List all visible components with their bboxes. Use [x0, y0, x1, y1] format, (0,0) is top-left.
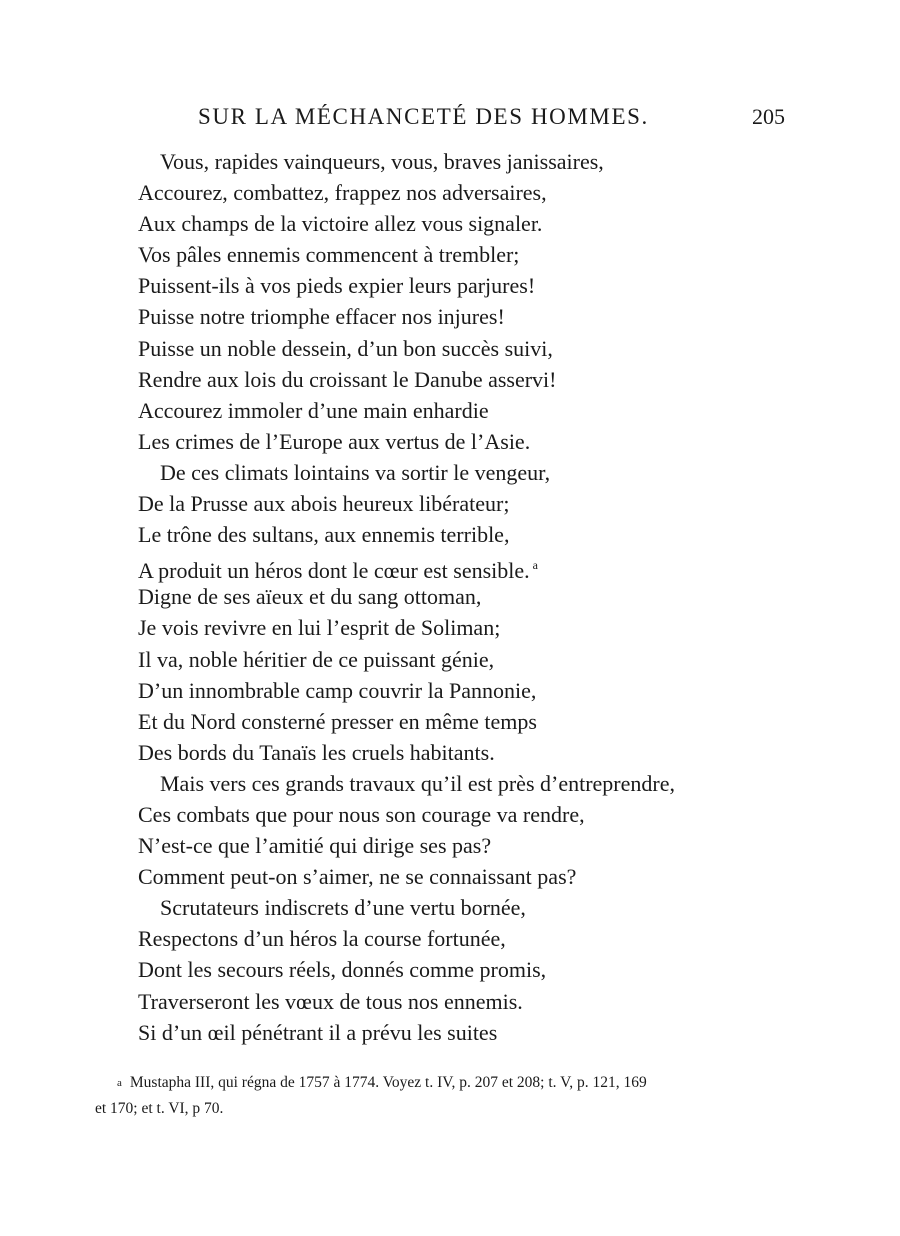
- verse-line-text: De la Prusse aux abois heureux libérateur;: [138, 491, 510, 517]
- verse-line-text: Ces combats que pour nous son courage va rendre,: [138, 801, 585, 827]
- verse-line: [138, 333, 858, 364]
- verse-line: [138, 799, 858, 830]
- footnote-reference: a: [532, 558, 538, 573]
- verse-line-text: Le trône des sultans, aux ennemis terrible,: [138, 522, 510, 548]
- verse-line: [138, 954, 858, 985]
- verse-line-text: Aux champs de la victoire allez vous signaler.: [138, 211, 543, 237]
- footnote-line: [95, 1096, 795, 1122]
- footnote-text: Mustapha III, qui régna de 1757 à 1774. Voyez t. IV, p. 207 et 208; t. V, p. 121, 169: [129, 1074, 647, 1091]
- verse-line: [138, 426, 858, 457]
- verse-line: [138, 364, 858, 395]
- verse-line: [138, 706, 858, 737]
- verse-line: [138, 550, 858, 584]
- verse-line-text: Dont les secours réels, donnés comme promis,: [138, 957, 547, 983]
- verse-line-text: Les crimes de l’Europe aux vertus de l’Asie.: [138, 428, 531, 454]
- verse-line-text: Traverseront les vœux de tous nos ennemis.: [138, 988, 523, 1014]
- verse-line-text: Puissent-ils à vos pieds expier leurs parjures!: [138, 273, 536, 299]
- verse-line: [138, 270, 858, 301]
- verse-line-text: Si d’un œil pénétrant il a prévu les suites: [138, 1019, 498, 1045]
- verse-line: [138, 768, 858, 799]
- verse-line-text: Et du Nord consterné presser en même temps: [138, 708, 537, 734]
- verse-line-text: Scrutateurs indiscrets d’une vertu bornée,: [160, 895, 526, 921]
- verse-line: [138, 1017, 858, 1048]
- verse-line: [138, 581, 858, 612]
- verse-line-text: N’est-ce que l’amitié qui dirige ses pas?: [138, 833, 492, 859]
- verse-line: [138, 208, 858, 239]
- verse-line-text: Respectons d’un héros la course fortunée,: [138, 926, 506, 952]
- footnotes: [95, 1070, 795, 1122]
- verse-line: [138, 488, 858, 519]
- verse-line-text: Puisse notre triomphe effacer nos injures!: [138, 304, 505, 330]
- verse-line-text: Des bords du Tanaïs les cruels habitants.: [138, 739, 495, 765]
- verse-line: [138, 644, 858, 675]
- footnote-text-continued: et 170; et t. VI, p 70.: [95, 1100, 224, 1117]
- verse-line-text: Je vois revivre en lui l’esprit de Soliman;: [138, 615, 501, 641]
- verse-line-text: A produit un héros dont le cœur est sensible.: [138, 558, 530, 584]
- verse-line: [138, 830, 858, 861]
- verse-line-text: Accourez immoler d’une main enhardie: [138, 397, 489, 423]
- verse-line: [138, 675, 858, 706]
- verse-line-text: Comment peut-on s’aimer, ne se connaissant pas?: [138, 864, 577, 890]
- verse-line-text: De ces climats lointains va sortir le vengeur,: [160, 459, 551, 485]
- verse-line-text: Mais vers ces grands travaux qu’il est près d’entreprendre,: [160, 770, 675, 796]
- verse-line: [138, 301, 858, 332]
- footnote-line: [95, 1070, 795, 1096]
- verse-line-text: Vous, rapides vainqueurs, vous, braves janissaires,: [160, 149, 604, 174]
- verse-line: [138, 457, 858, 488]
- verse-line: [138, 986, 858, 1017]
- verse-line-text: Accourez, combattez, frappez nos adversaires,: [138, 180, 547, 206]
- page-number: 205: [752, 104, 785, 129]
- verse-line: [138, 519, 858, 550]
- verse-line: [138, 737, 858, 768]
- verse-body: [138, 146, 858, 1048]
- verse-line-text: D’un innombrable camp couvrir la Pannonie,: [138, 677, 537, 703]
- verse-line: [138, 612, 858, 643]
- verse-line: [138, 239, 858, 270]
- verse-line: [138, 395, 858, 426]
- verse-line-text: Rendre aux lois du croissant le Danube asservi!: [138, 366, 557, 392]
- verse-line-text: Puisse un noble dessein, d’un bon succès suivi,: [138, 335, 553, 361]
- running-head: [0, 104, 900, 136]
- footnote-mark: a: [117, 1077, 122, 1089]
- verse-line: [138, 177, 858, 208]
- verse-line-text: Il va, noble héritier de ce puissant génie,: [138, 646, 495, 672]
- running-title: SUR LA MÉCHANCETÉ DES HOMMES.: [198, 104, 649, 129]
- verse-line-text: Digne de ses aïeux et du sang ottoman,: [138, 584, 482, 610]
- verse-line: [138, 892, 858, 923]
- verse-line: [138, 861, 858, 892]
- verse-line-text: Vos pâles ennemis commencent à trembler;: [138, 242, 520, 268]
- verse-line: [138, 923, 858, 954]
- verse-line: [138, 146, 858, 177]
